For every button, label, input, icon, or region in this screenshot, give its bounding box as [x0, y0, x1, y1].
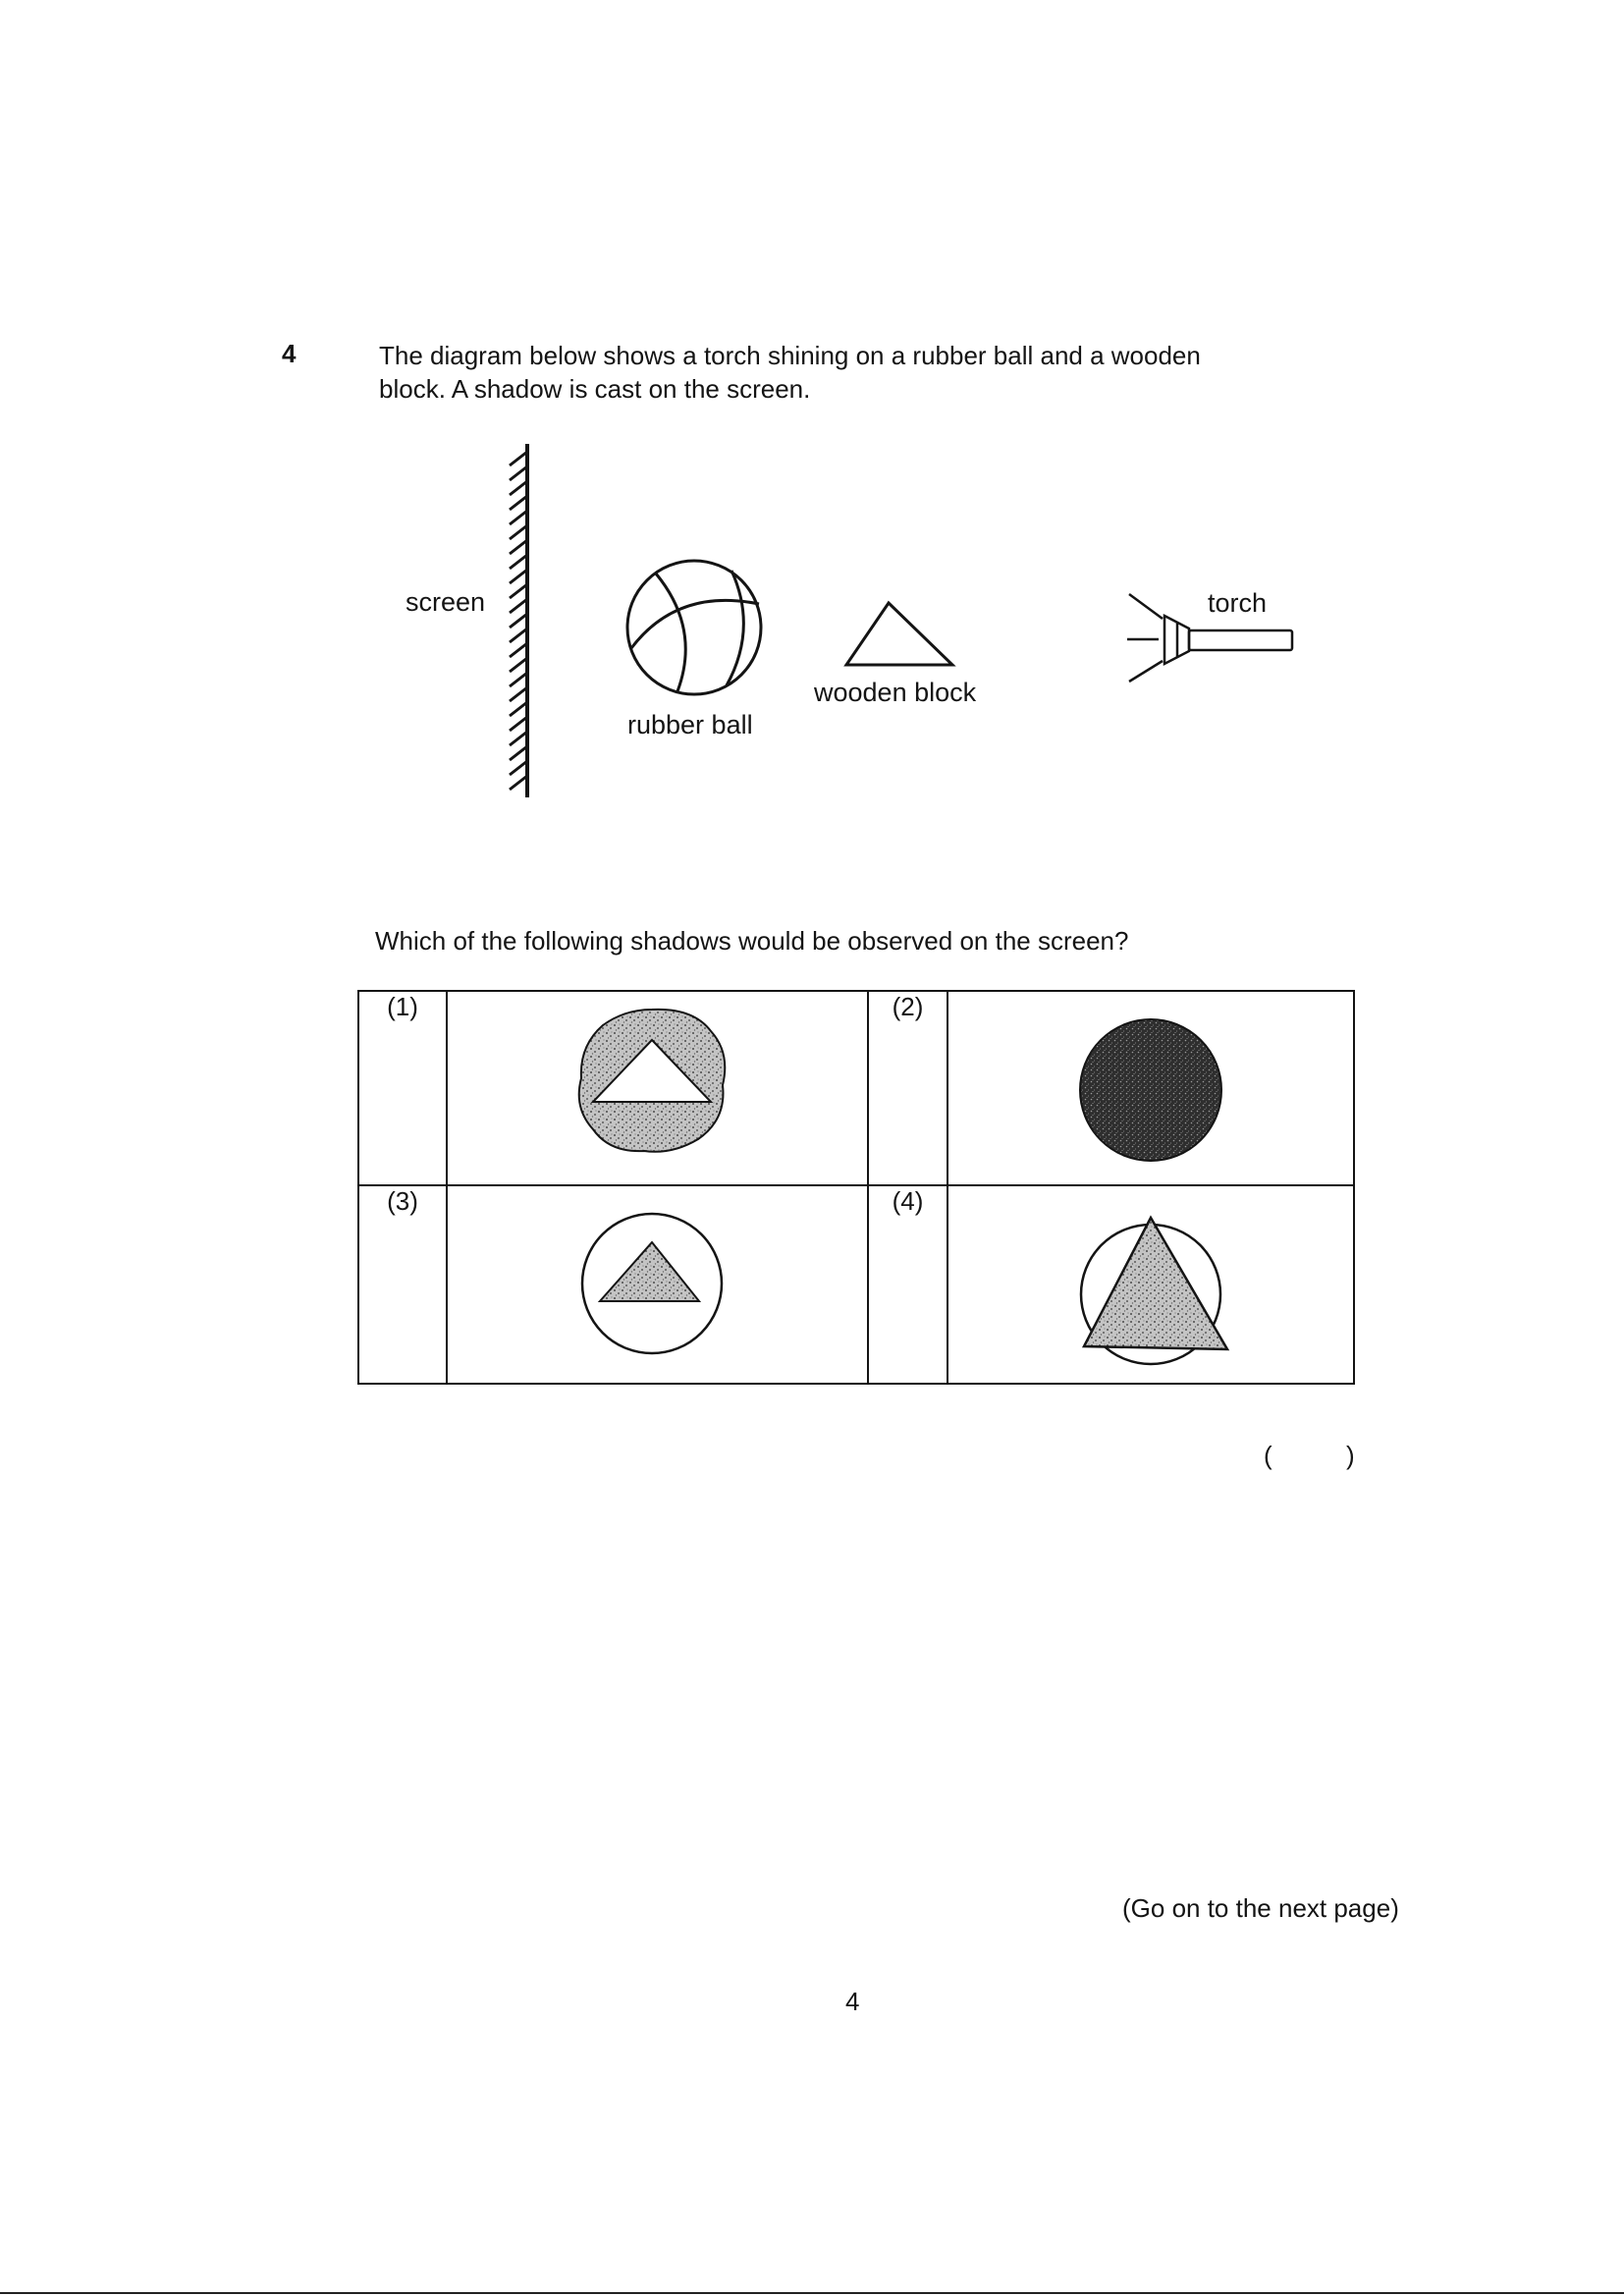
screen-label: screen [406, 587, 486, 617]
question-text-line-1: The diagram below shows a torch shining on a rubber ball and a wooden [379, 341, 1201, 370]
rubber-ball-drawing [627, 561, 761, 694]
question-text-line-2: block. A shadow is cast on the screen. [379, 374, 811, 404]
option-4-label: (4) [868, 1185, 947, 1384]
options-row-1 [358, 991, 1354, 1185]
answer-bracket-open: ( [1264, 1441, 1272, 1470]
shadow-triangle-over-circle [948, 1186, 1355, 1383]
option-1-figure [447, 991, 868, 1185]
page-bottom-edge [0, 2292, 1624, 2294]
ball-outline [627, 561, 761, 694]
torch-label: torch [1208, 588, 1268, 618]
torch-ball-block-diagram [0, 0, 1624, 864]
screen-wall [510, 444, 527, 797]
option-3-figure [447, 1185, 868, 1384]
page-number: 4 [845, 1987, 860, 2016]
option-3-label: (3) [358, 1185, 447, 1384]
wooden-block-triangle [846, 603, 952, 665]
continue-note: (Go on to the next page) [1122, 1893, 1399, 1923]
question-number: 4 [282, 339, 297, 368]
option-4-figure [947, 1185, 1354, 1384]
light-ray-lower [1129, 661, 1163, 682]
answer-bracket-close: ) [1346, 1441, 1355, 1470]
ball-seam-left [656, 574, 685, 691]
ball-seam-horizontal [631, 600, 759, 648]
question-prompt: Which of the following shadows would be observed on the screen? [375, 926, 1129, 956]
shadow-triangle-in-circle [448, 1186, 869, 1383]
torch-body [1189, 630, 1292, 650]
screen-hatching [510, 452, 527, 790]
light-ray-upper [1129, 594, 1163, 619]
shadow-dark-disc [948, 992, 1355, 1184]
options-row-2 [358, 1185, 1354, 1384]
shadow-ring-with-hole [448, 992, 869, 1184]
option-2-figure [947, 991, 1354, 1185]
rubber-ball-label: rubber ball [627, 710, 753, 739]
shadow-options-table [357, 990, 1355, 1385]
dark-circle-shadow [1080, 1019, 1221, 1161]
option-1-label: (1) [358, 991, 447, 1185]
ball-seam-right [727, 571, 743, 685]
wooden-block-label: wooden block [814, 678, 977, 707]
option-2-label: (2) [868, 991, 947, 1185]
